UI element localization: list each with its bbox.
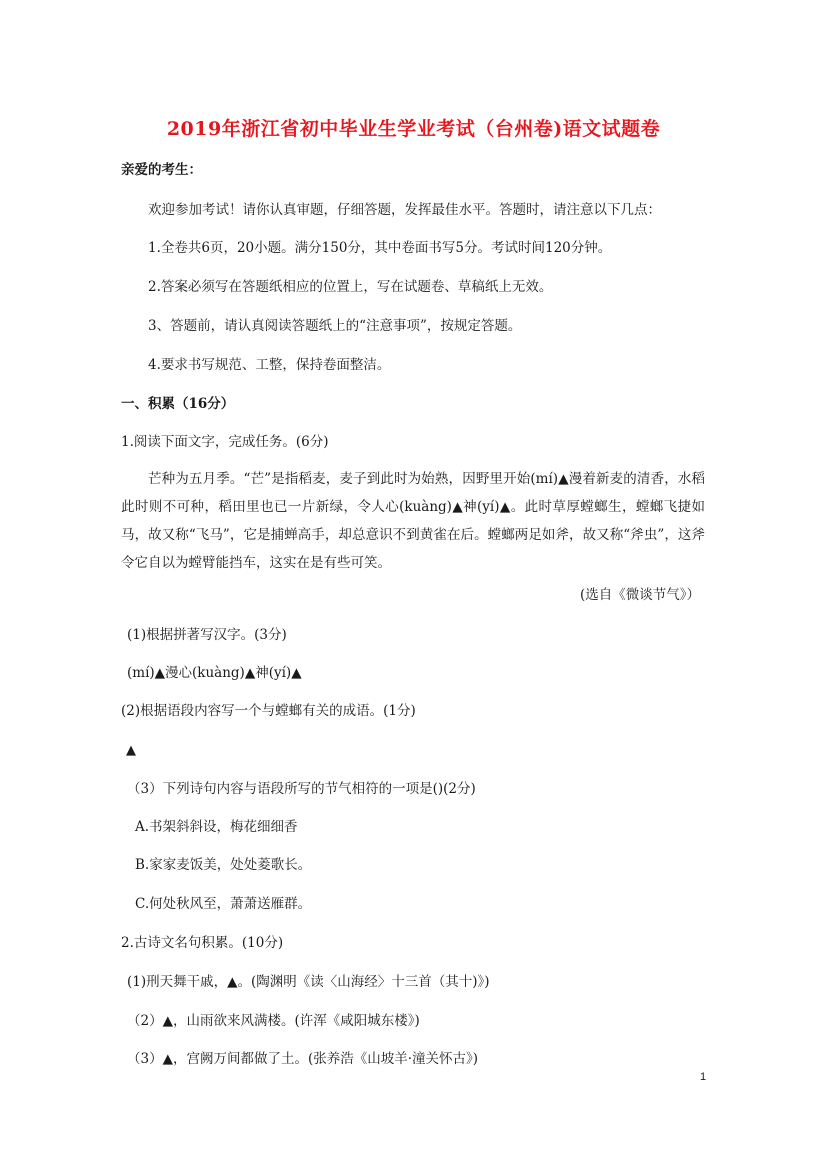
option-b: B.家家麦饭美，处处菱歌长。 — [135, 857, 312, 873]
option-c: C.何处秋风至，萧萧送雁群。 — [135, 896, 312, 912]
note-4: 4.要求书写规范、工整，保持卷面整洁。 — [148, 357, 391, 373]
option-a: A.书架斜斜设，梅花细细香 — [135, 819, 298, 835]
question-2-1: (1)刑天舞干戚，▲。(陶渊明《读〈山海经〉十三首（其十)》) — [127, 974, 490, 990]
passage-source: (选自《微谈节气》） — [579, 587, 700, 603]
question-1-2: (2)根据语段内容写一个与螳螂有关的成语。(1分) — [121, 703, 416, 719]
intro-text: 欢迎参加考试！请你认真审题，仔细答题，发挥最佳水平。答题时，请注意以下几点： — [148, 202, 661, 218]
reading-passage: 芒种为五月季。“芒”是指稻麦，麦子到此时为始熟，因野里开始(mí)▲漫着新麦的清香，水稻此时则不可种，稻田里也已一片新绿，令人心(kuàng)▲神(yí)▲。此时草厚螳螂生，螳螂飞捷如马，故又称“飞马”，它是捕蝉高手，却总意识不到黄雀在后。螳螂两足如斧，故又称“斧虫”，这斧令它自以为螳臂能挡车，这实在是有些可笑。 — [121, 471, 705, 571]
page-title: 2019年浙江省初中毕业生学业考试（台州卷)语文试题卷 — [166, 118, 661, 140]
question-2: 2.古诗文名句积累。(10分) — [121, 935, 284, 951]
question-1: 1.阅读下面文字，完成任务。(6分) — [121, 434, 329, 450]
page-number: 1 — [700, 1071, 707, 1083]
question-1-3: （3）下列诗句内容与语段所写的节气相符的一项是()(2分) — [127, 781, 476, 797]
pinyin-answer-line: (mí)▲漫心(kuàng)▲神(yí)▲ — [127, 665, 302, 681]
answer-blank-marker: ▲ — [126, 743, 136, 758]
greeting: 亲爱的考生： — [121, 162, 202, 178]
question-2-3: （3）▲，宫阙万间都做了土。(张养浩《山坡羊·潼关怀古》) — [127, 1051, 479, 1067]
section-heading: 一、积累（16分） — [121, 396, 235, 412]
note-2: 2.答案必须写在答题纸相应的位置上，写在试题卷、草稿纸上无效。 — [148, 279, 553, 295]
note-1: 1.全卷共6页，20小题。满分150分，其中卷面书写5分。考试时间120分钟。 — [148, 240, 612, 256]
question-1-1: (1)根据拼著写汉字。(3分) — [127, 627, 287, 643]
question-2-2: （2）▲，山雨欲来风满楼。(许浑《咸阳城东楼》) — [127, 1013, 420, 1029]
note-3: 3、答题前，请认真阅读答题纸上的“注意事项”，按规定答题。 — [148, 318, 522, 334]
